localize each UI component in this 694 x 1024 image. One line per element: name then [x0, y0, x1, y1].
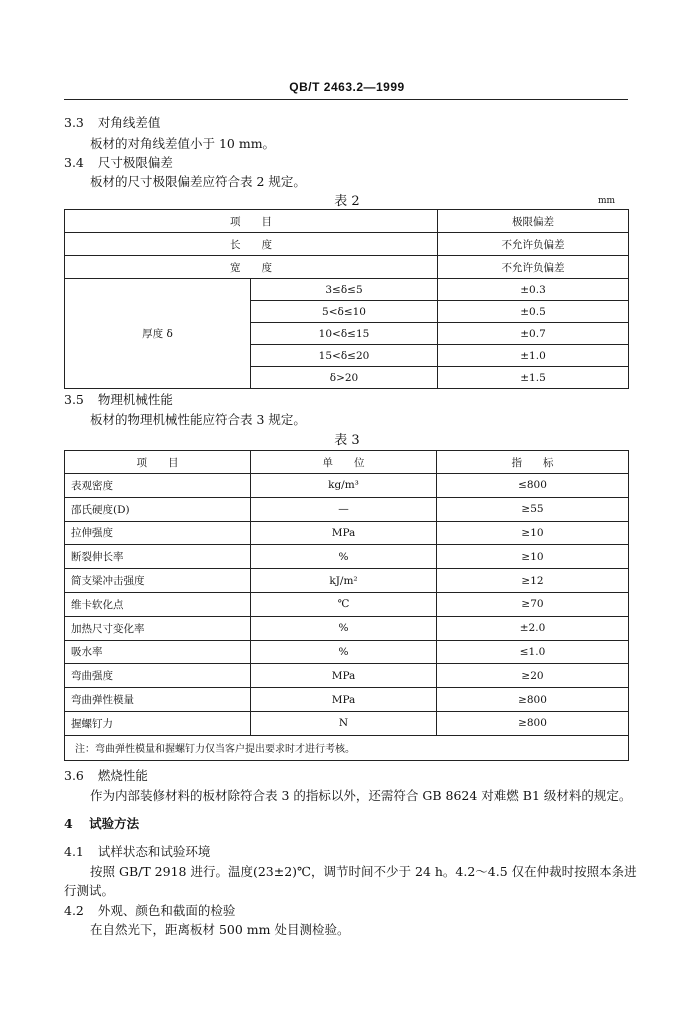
table-3-item: 断裂伸长率 [65, 545, 251, 569]
table-3-value: ±2.0 [437, 616, 629, 640]
table-row [65, 545, 629, 569]
table-row [65, 711, 629, 735]
table-2 [64, 209, 629, 389]
table-2-header-deviation: 极限偏差 [438, 210, 629, 233]
table-2-thickness-range: δ>20 [251, 367, 438, 389]
section-3-6-heading [64, 766, 148, 784]
section-number: 4.1 [64, 844, 84, 859]
table-3-value: ≥12 [437, 569, 629, 593]
section-4-1-text-line-1: 按照 GB/T 2918 进行。温度(23±2)℃，调节时间不少于 24 h。4.2～4.5 仅在仲裁时按照本条进 [90, 864, 637, 879]
table-3-unit: — [251, 497, 437, 521]
table-2-thickness-range: 3≤δ≤5 [251, 279, 438, 301]
table-row [65, 640, 629, 664]
table-3-header-value: 指 标 [437, 451, 629, 474]
table-3-item: 邵氏硬度(D) [65, 497, 251, 521]
table-3-unit: MPa [251, 688, 437, 712]
table-3-unit: % [251, 616, 437, 640]
table-2-caption: 表 2 [334, 194, 360, 209]
table-3-value: ≥70 [437, 592, 629, 616]
section-3-3-heading [64, 113, 160, 131]
section-4-2-text: 在自然光下，距离板材 500 mm 处目测检验。 [90, 922, 350, 937]
table-row [65, 616, 629, 640]
table-2-length-label: 长 度 [65, 233, 438, 256]
section-3-4-heading [64, 153, 173, 171]
section-4-1-text-line-2: 行测试。 [64, 883, 115, 898]
section-3-5-heading [64, 390, 173, 408]
table-row [65, 497, 629, 521]
table-2-thickness-value: ±0.3 [438, 279, 629, 301]
section-title: 试样状态和试验环境 [97, 844, 211, 859]
table-3-value: ≥20 [437, 664, 629, 688]
table-3-value: ≤1.0 [437, 640, 629, 664]
section-title: 尺寸极限偏差 [97, 155, 173, 170]
table-3-unit: MPa [251, 664, 437, 688]
section-4-2-heading [64, 901, 235, 919]
table-row [65, 664, 629, 688]
table-3-value: ≥55 [437, 497, 629, 521]
header-rule [64, 99, 628, 100]
table-3-unit: % [251, 640, 437, 664]
standard-header: QB/T 2463.2—1999 [289, 80, 405, 94]
table-3-item: 吸水率 [65, 640, 251, 664]
section-3-6-text: 作为内部装修材料的板材除符合表 3 的指标以外，还需符合 GB 8624 对难燃 B1 级材料的规定。 [90, 788, 632, 803]
section-title: 试验方法 [89, 816, 140, 831]
table-2-unit: mm [598, 196, 616, 206]
table-row [65, 474, 629, 498]
table-2-thickness-value: ±0.7 [438, 323, 629, 345]
section-number: 3.4 [64, 155, 84, 170]
table-3-item: 拉伸强度 [65, 521, 251, 545]
section-number: 3.3 [64, 115, 84, 130]
table-3-value: ≥10 [437, 545, 629, 569]
table-2-header-item: 项 目 [65, 210, 438, 233]
table-3-unit: N [251, 711, 437, 735]
table-3-item: 简支梁冲击强度 [65, 569, 251, 593]
section-number: 4 [64, 816, 73, 831]
table-3-value: ≤800 [437, 474, 629, 498]
table-row [65, 688, 629, 712]
table-3-unit: MPa [251, 521, 437, 545]
table-2-thickness-value: ±1.5 [438, 367, 629, 389]
table-3-header-item: 项 目 [65, 451, 251, 474]
table-3-item: 维卡软化点 [65, 592, 251, 616]
table-3-caption: 表 3 [334, 433, 360, 448]
table-3-unit: ℃ [251, 592, 437, 616]
table-3-item: 弯曲强度 [65, 664, 251, 688]
section-4-1-heading [64, 842, 210, 860]
table-2-thickness-value: ±1.0 [438, 345, 629, 367]
table-3-item: 表观密度 [65, 474, 251, 498]
section-number: 3.5 [64, 392, 84, 407]
table-2-thickness-value: ±0.5 [438, 301, 629, 323]
table-row [65, 521, 629, 545]
section-4-heading [64, 814, 139, 832]
table-2-width-value: 不允许负偏差 [438, 256, 629, 279]
table-2-length-value: 不允许负偏差 [438, 233, 629, 256]
table-3-unit: % [251, 545, 437, 569]
section-title: 燃烧性能 [97, 768, 148, 783]
table-3-item: 弯曲弹性模量 [65, 688, 251, 712]
table-3-value: ≥800 [437, 688, 629, 712]
section-3-4-text: 板材的尺寸极限偏差应符合表 2 规定。 [90, 174, 306, 189]
section-title: 物理机械性能 [97, 392, 173, 407]
section-title: 对角线差值 [97, 115, 161, 130]
section-number: 4.2 [64, 903, 84, 918]
table-row [65, 592, 629, 616]
table-row [65, 569, 629, 593]
table-3-item: 加热尺寸变化率 [65, 616, 251, 640]
section-3-5-text: 板材的物理机械性能应符合表 3 规定。 [90, 412, 306, 427]
table-2-thickness-range: 5<δ≤10 [251, 301, 438, 323]
table-3-unit: kg/m³ [251, 474, 437, 498]
table-3-note: 注：弯曲弹性模量和握螺钉力仅当客户提出要求时才进行考核。 [65, 735, 629, 760]
table-2-width-label: 宽 度 [65, 256, 438, 279]
table-3-header-unit: 单 位 [251, 451, 437, 474]
table-3-value: ≥10 [437, 521, 629, 545]
table-2-thickness-range: 10<δ≤15 [251, 323, 438, 345]
section-number: 3.6 [64, 768, 84, 783]
section-3-3-text: 板材的对角线差值小于 10 mm。 [90, 136, 276, 151]
table-2-thickness-label: 厚度 δ [65, 279, 251, 389]
table-3 [64, 450, 629, 761]
table-2-thickness-range: 15<δ≤20 [251, 345, 438, 367]
table-3-unit: kJ/m² [251, 569, 437, 593]
section-title: 外观、颜色和截面的检验 [97, 903, 236, 918]
table-3-item: 握螺钉力 [65, 711, 251, 735]
table-3-value: ≥800 [437, 711, 629, 735]
